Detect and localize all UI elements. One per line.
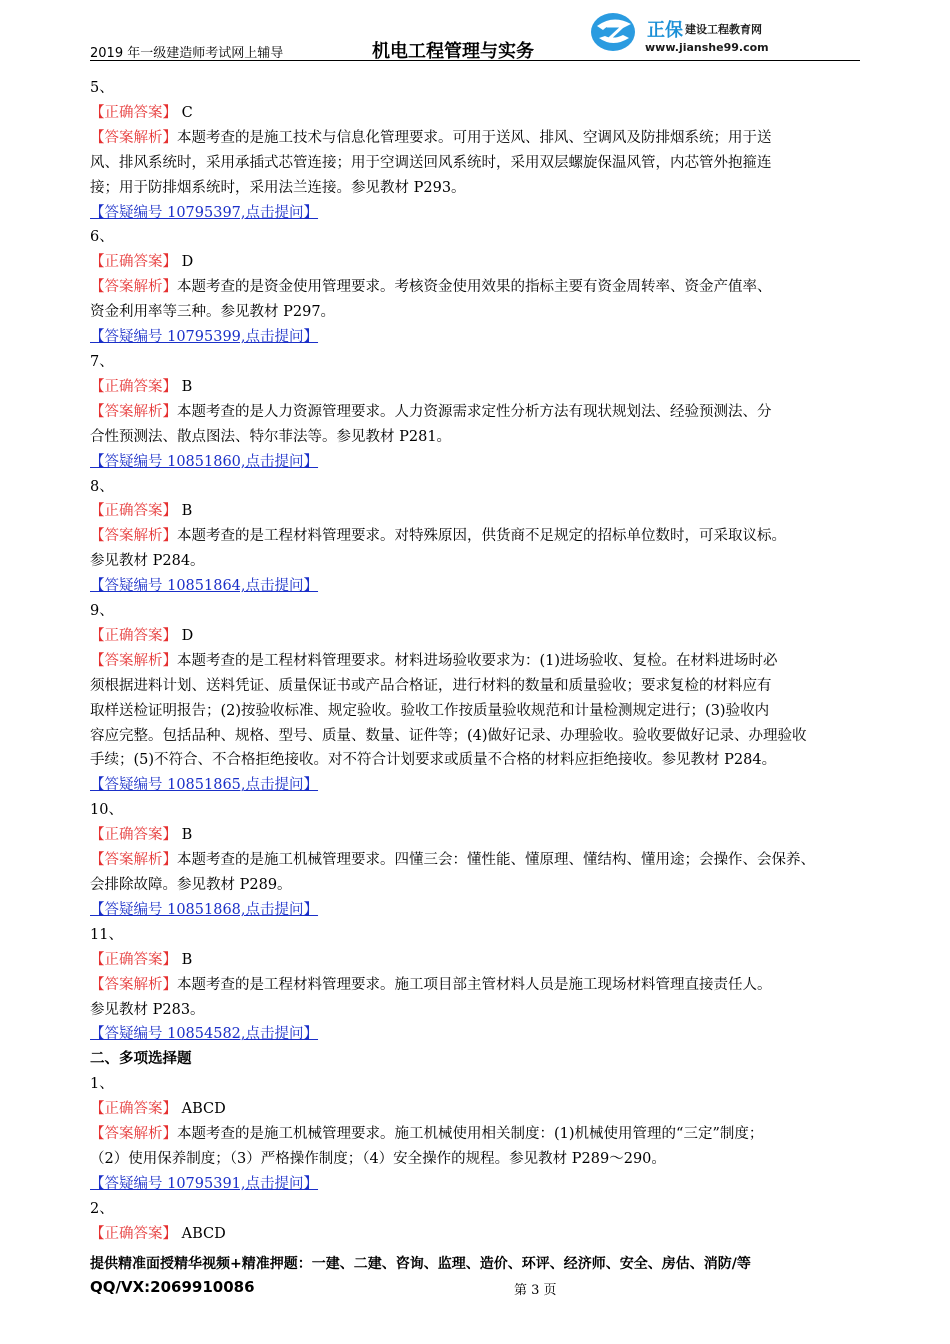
single-item-correct-answer: 【正确答案】 C [90, 104, 193, 121]
single-item-analysis-line: 资金利用率等三种。参见教材 P297。 [90, 304, 336, 321]
single-item-question-link-row [90, 450, 865, 475]
multi-item-correct-answer: 【正确答案】 ABCD [90, 1225, 226, 1242]
single-item-correct-answer: 【正确答案】 D [90, 254, 194, 271]
answer-label: 【正确答案】 [90, 627, 177, 644]
analysis-label: 【答案解析】 [90, 852, 177, 869]
single-item-correct-answer: 【正确答案】 B [90, 378, 193, 395]
single-item-analysis-line: 风、排风系统时，采用承插式芯管连接；用于空调送回风系统时，采用双层螺旋保温风管，内芯管外抱箍连 [90, 154, 772, 171]
single-item-analysis-line: 会排除故障。参见教材 P289。 [90, 877, 292, 893]
answer-label: 【正确答案】 [90, 1225, 177, 1242]
ask-question-link[interactable]: 【答疑编号 10795399,点击提问】 [90, 329, 319, 346]
analysis-label: 【答案解析】 [90, 652, 177, 669]
single-item-analysis-line: 【答案解析】本题考查的是工程材料管理要求。施工项目部主管材料人员是施工现场材料管理直接责任人。 [90, 976, 772, 993]
single-item-analysis-line: 【答案解析】本题考查的是工程材料管理要求。材料进场验收要求为：(1)进场验收、复检。在材料进场时必 [90, 652, 778, 669]
single-item-analysis-line: 须根据进料计划、送料凭证、质量保证书或产品合格证，进行材料的数量和质量验收；要求复检的材料应有 [90, 677, 772, 694]
analysis-label: 【答案解析】 [90, 1126, 177, 1143]
logo-brand-name: 正保 [647, 20, 683, 41]
footer-contact: QQ/VX:2069910086 [90, 1278, 255, 1296]
single-item-analysis-line: 容应完整。包括品种、规格、型号、质量、数量、证件等；(4)做好记录、办理验收。验收要做好记录、办理验收 [90, 727, 807, 744]
answer-label: 【正确答案】 [90, 254, 177, 271]
single-item-analysis-line: 手续；(5)不符合、不合格拒绝接收。对不符合计划要求或质量不合格的材料应拒绝接收。参见教材 P284。 [90, 752, 777, 769]
single-item-question-link-row [90, 325, 865, 350]
answer-label: 【正确答案】 [90, 951, 177, 968]
single-item-analysis-line: 合性预测法、散点图法、特尔菲法等。参见教材 P281。 [90, 428, 452, 445]
multi-item-analysis-line: （2）使用保养制度；（3）严格操作制度；（4）安全操作的规程。参见教材 P289～290。 [90, 1150, 666, 1167]
header-exam-title: 2019 年一级建造师考试网上辅导 [90, 46, 284, 61]
answer-label: 【正确答案】 [90, 827, 177, 844]
logo-swirl-icon [587, 8, 643, 56]
single-item-correct-answer: 【正确答案】 B [90, 827, 193, 844]
multi-item-correct-answer: 【正确答案】 ABCD [90, 1101, 226, 1118]
single-item-question-link-row [90, 898, 865, 923]
ask-question-link[interactable]: 【答疑编号 10795397,点击提问】 [90, 204, 319, 221]
multi-item-question-number: 2、 [90, 1200, 114, 1217]
answer-label: 【正确答案】 [90, 1101, 177, 1118]
brand-logo [587, 8, 787, 56]
single-item-analysis-line: 参见教材 P283。 [90, 1001, 205, 1018]
single-item-correct-answer: 【正确答案】 B [90, 951, 193, 968]
single-item-analysis-line: 取样送检证明报告；(2)按验收标准、规定验收。验收工作按质量验收规范和计量检测规定进行；(3)验收内 [90, 702, 770, 719]
ask-question-link[interactable]: 【答疑编号 10851865,点击提问】 [90, 777, 319, 794]
ask-question-link[interactable]: 【答疑编号 10795391,点击提问】 [90, 1175, 319, 1192]
single-item-question-number: 7、 [90, 353, 114, 370]
section-title: 二、多项选择题 [90, 1051, 192, 1068]
single-item-analysis-line: 【答案解析】本题考查的是施工技术与信息化管理要求。可用于送风、排风、空调风及防排烟系统；用于送 [90, 129, 772, 146]
single-item-correct-answer: 【正确答案】 B [90, 503, 193, 520]
logo-brand-subtitle: 建设工程教育网 [685, 23, 762, 36]
header-subject-title: 机电工程管理与实务 [372, 41, 534, 62]
footer-promo: 提供精准面授精华视频+精准押题：一建、二建、咨询、监理、造价、环评、经济师、安全、房估、消防/等 [90, 1256, 751, 1272]
page-number: 第 3 页 [514, 1283, 557, 1298]
single-item-analysis-line: 参见教材 P284。 [90, 553, 205, 570]
ask-question-link[interactable]: 【答疑编号 10851868,点击提问】 [90, 901, 319, 918]
answer-label: 【正确答案】 [90, 378, 177, 395]
single-item-analysis-line: 【答案解析】本题考查的是人力资源管理要求。人力资源需求定性分析方法有现状规划法、经验预测法、分 [90, 403, 772, 420]
answer-label: 【正确答案】 [90, 104, 177, 121]
single-item-question-link-row [90, 1022, 865, 1047]
single-item-question-number: 9、 [90, 603, 114, 620]
analysis-label: 【答案解析】 [90, 129, 177, 146]
single-item-question-number: 8、 [90, 478, 114, 495]
answer-label: 【正确答案】 [90, 503, 177, 520]
single-item-correct-answer: 【正确答案】 D [90, 627, 194, 644]
single-item-question-number: 6、 [90, 229, 114, 246]
single-item-question-link-row [90, 773, 865, 798]
multi-item-analysis-line: 【答案解析】本题考查的是施工机械管理要求。施工机械使用相关制度：(1)机械使用管理的“三定”制度； [90, 1126, 764, 1143]
ask-question-link[interactable]: 【答疑编号 10854582,点击提问】 [90, 1026, 319, 1043]
single-item-analysis-line: 【答案解析】本题考查的是工程材料管理要求。对特殊原因，供货商不足规定的招标单位数时，可采取议标。 [90, 528, 786, 545]
single-item-question-number: 10、 [90, 802, 123, 819]
logo-website: www.jianshe99.com [645, 41, 769, 54]
analysis-label: 【答案解析】 [90, 279, 177, 296]
single-item-question-number: 5、 [90, 80, 114, 96]
header-divider [90, 60, 860, 61]
analysis-label: 【答案解析】 [90, 528, 177, 545]
multi-item-question-link-row [90, 1172, 865, 1197]
single-item-analysis-line: 【答案解析】本题考查的是施工机械管理要求。四懂三会：懂性能、懂原理、懂结构、懂用途；会操作、会保养、 [90, 852, 815, 869]
analysis-label: 【答案解析】 [90, 403, 177, 420]
single-item-question-link-row [90, 201, 865, 226]
analysis-label: 【答案解析】 [90, 976, 177, 993]
single-item-question-link-row [90, 574, 865, 599]
answer-content [90, 76, 865, 1247]
multi-item-question-number: 1、 [90, 1076, 114, 1093]
single-item-question-number: 11、 [90, 926, 123, 943]
page-header [90, 0, 860, 62]
ask-question-link[interactable]: 【答疑编号 10851860,点击提问】 [90, 453, 319, 470]
ask-question-link[interactable]: 【答疑编号 10851864,点击提问】 [90, 578, 319, 595]
single-item-analysis-line: 接；用于防排烟系统时，采用法兰连接。参见教材 P293。 [90, 179, 466, 196]
single-item-analysis-line: 【答案解析】本题考查的是资金使用管理要求。考核资金使用效果的指标主要有资金周转率、资金产值率、 [90, 279, 772, 296]
